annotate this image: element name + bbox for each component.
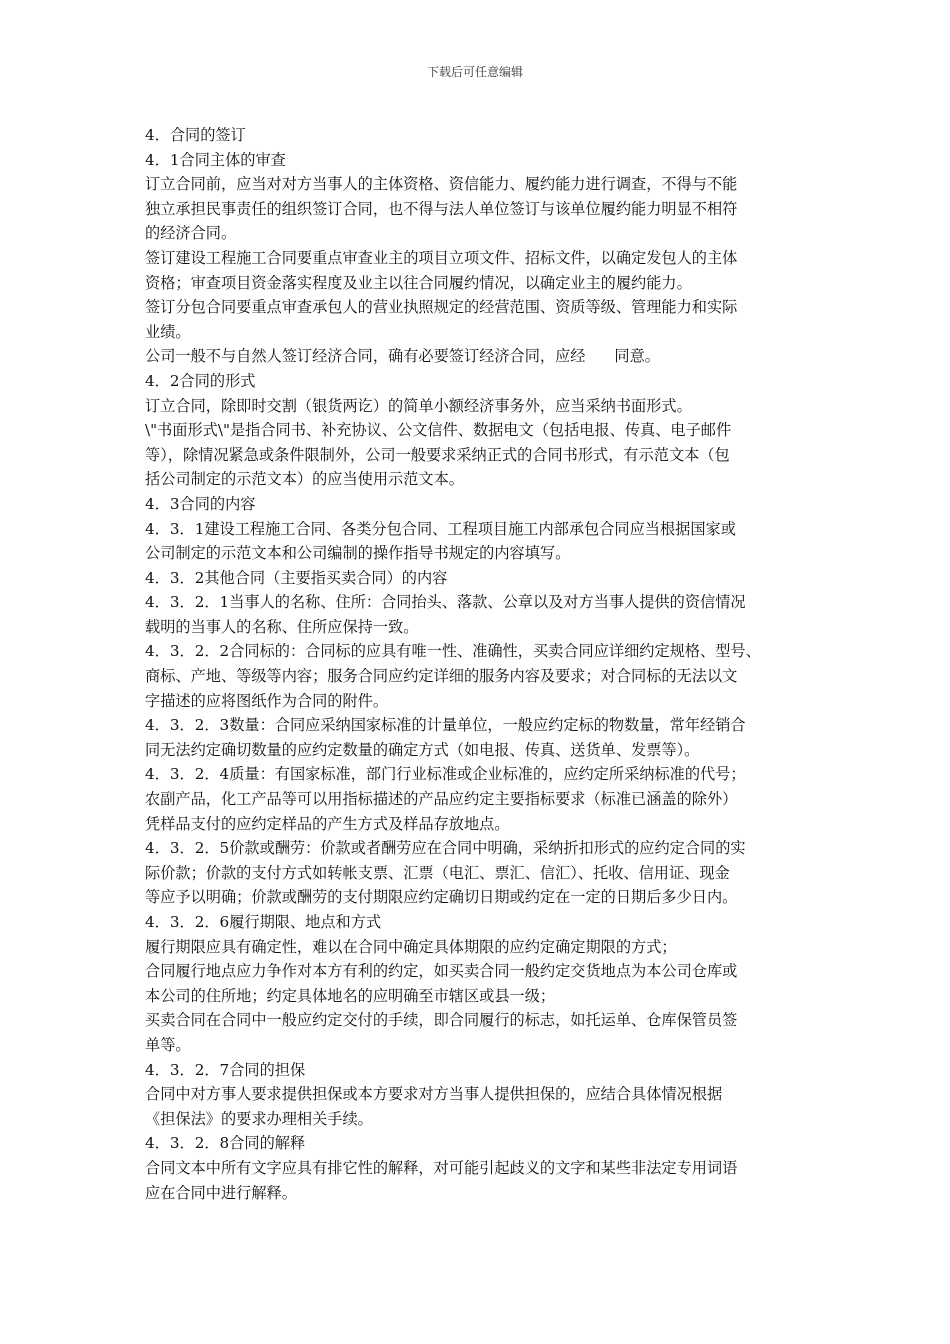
paragraph-line: 4．3．2．5价款或酬劳：价款或者酬劳应在合同中明确，采纳折扣形式的应约定合同的实	[145, 839, 746, 858]
subsection-heading: 4．3．2．8合同的解释	[145, 1134, 306, 1153]
paragraph-line: \"书面形式\"是指合同书、补充协议、公文信件、数据电文（包括电报、传真、电子邮件	[145, 421, 732, 440]
paragraph-line: 字描述的应将图纸作为合同的附件。	[145, 691, 388, 710]
paragraph-line: 4．3．2．2合同标的：合同标的应具有唯一性、准确性，买卖合同应详细约定规格、型号、	[145, 642, 761, 661]
paragraph-line: 农副产品，化工产品等可以用指标描述的产品应约定主要指标要求（标准已涵盖的除外）	[145, 790, 738, 809]
subsection-heading: 4．3．2其他合同（主要指买卖合同）的内容	[145, 568, 448, 587]
paragraph-line: 同无法约定确切数量的应约定数量的确定方式（如电报、传真、送货单、发票等）。	[145, 740, 700, 759]
page-header: 下载后可任意编辑	[426, 65, 523, 79]
paragraph-line: 等应予以明确；价款或酬劳的支付期限应约定确切日期或约定在一定的日期后多少日内。	[145, 888, 738, 907]
paragraph-line: 买卖合同在合同中一般应约定交付的手续，即合同履行的标志，如托运单、仓库保管员签	[145, 1011, 738, 1030]
paragraph-line: 合同履行地点应力争作对本方有利的约定，如买卖合同一般约定交货地点为本公司仓库或	[145, 962, 738, 981]
subsection-heading: 4．3合同的内容	[145, 494, 256, 513]
paragraph-line: 订立合同前，应当对对方当事人的主体资格、资信能力、履约能力进行调查，不得与不能	[145, 175, 738, 194]
subsection-heading: 4．3．2．6履行期限、地点和方式	[145, 913, 382, 931]
document-body	[145, 123, 813, 1205]
paragraph-line: 公司制定的示范文本和公司编制的操作指导书规定的内容填写。	[145, 544, 571, 563]
paragraph-line: 签订建设工程施工合同要重点审查业主的项目立项文件、招标文件，以确定发包人的主体	[145, 248, 738, 267]
paragraph-line: 载明的当事人的名称、住所应保持一致。	[145, 617, 419, 636]
paragraph-line: 括公司制定的示范文本）的应当使用示范文本。	[145, 470, 464, 489]
paragraph-line: 际价款；价款的支付方式如转帐支票、汇票（电汇、票汇、信汇）、托收、信用证、现金	[145, 863, 730, 882]
subsection-heading: 4．1合同主体的审查	[145, 150, 286, 169]
paragraph-line: 合同中对方事人要求提供担保或本方要求对方当事人提供担保的，应结合具体情况根据	[145, 1085, 723, 1104]
paragraph-line: 4．3．1建设工程施工合同、各类分包合同、工程项目施工内部承包合同应当根据国家或	[145, 519, 736, 538]
paragraph-line: 独立承担民事责任的组织签订合同，也不得与法人单位签订与该单位履约能力明显不相符	[145, 199, 738, 218]
paragraph-line: 4．3．2．4质量：有国家标准，部门行业标准或企业标准的，应约定所采纳标准的代号；	[145, 765, 746, 784]
paragraph-line: 履行期限应具有确定性，难以在合同中确定具体期限的应约定确定期限的方式；	[145, 937, 677, 956]
paragraph-line: 订立合同，除即时交割（银货两讫）的简单小额经济事务外，应当采纳书面形式。	[145, 396, 692, 415]
subsection-heading: 4．3．2．7合同的担保	[145, 1060, 306, 1079]
paragraph-line: 资格；审查项目资金落实程度及业主以往合同履约情况，以确定业主的履约能力。	[145, 273, 692, 292]
paragraph-line: 4．3．2．3数量：合同应采纳国家标准的计量单位，一般应约定标的物数量，常年经销合	[145, 716, 746, 735]
subsection-heading: 4．2合同的形式	[145, 371, 256, 390]
paragraph-line: 本公司的住所地；约定具体地名的应明确至市辖区或县一级；	[145, 986, 556, 1005]
paragraph-line: 应在合同中进行解释。	[145, 1183, 297, 1202]
paragraph-line: 等），除情况紧急或条件限制外，公司一般要求采纳正式的合同书形式，有示范文本（包	[145, 445, 730, 464]
paragraph-line: 合同文本中所有文字应具有排它性的解释，对可能引起歧义的文字和某些非法定专用词语	[145, 1158, 738, 1177]
paragraph-line: 公司一般不与自然人签订经济合同，确有必要签订经济合同，应经 同意。	[145, 347, 660, 366]
section-heading: 4．合同的签订	[145, 126, 246, 144]
paragraph-line: 的经济合同。	[145, 224, 237, 243]
paragraph-line: 签订分包合同要重点审查承包人的营业执照规定的经营范围、资质等级、管理能力和实际	[145, 298, 738, 317]
paragraph-line: 商标、产地、等级等内容；服务合同应约定详细的服务内容及要求；对合同标的无法以文	[145, 667, 738, 686]
paragraph-line: 4．3．2．1当事人的名称、住所：合同抬头、落款、公章以及对方当事人提供的资信情况	[145, 593, 746, 612]
paragraph-line: 业绩。	[145, 322, 191, 341]
paragraph-line: 单等。	[145, 1035, 191, 1054]
paragraph-line: 《担保法》的要求办理相关手续。	[145, 1109, 373, 1128]
paragraph-line: 凭样品支付的应约定样品的产生方式及样品存放地点。	[145, 814, 510, 833]
